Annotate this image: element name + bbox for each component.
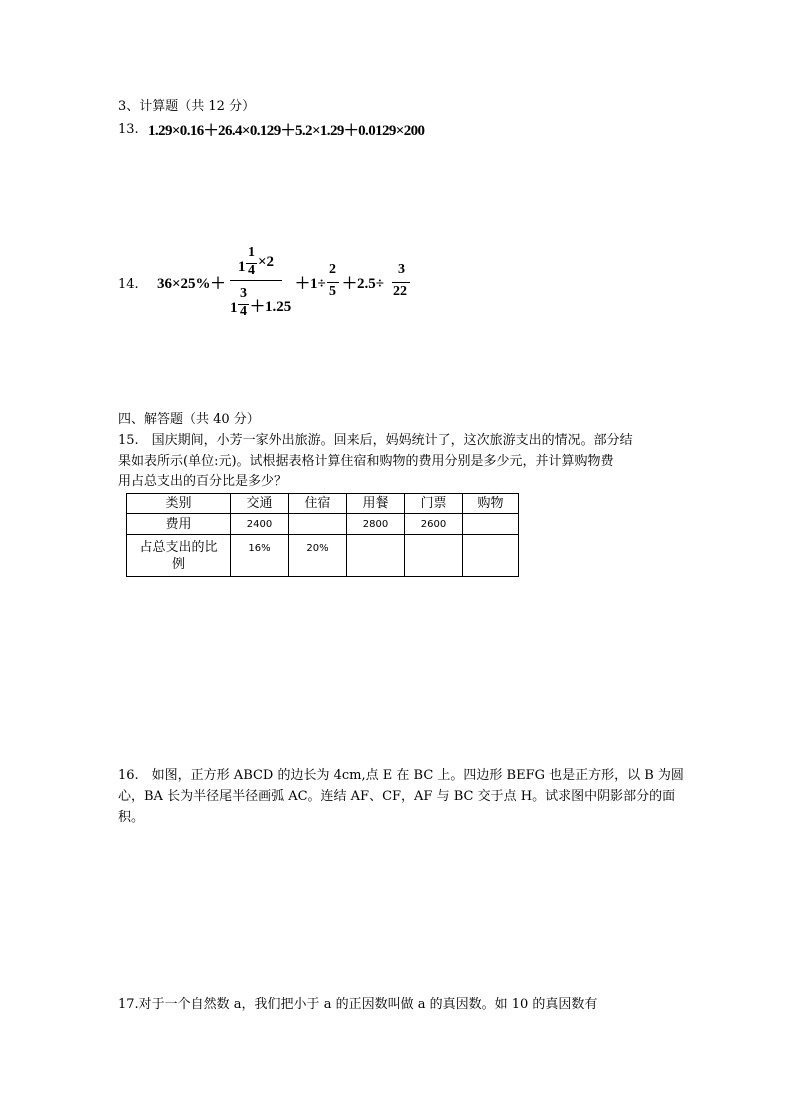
q14-lead: 36×25%＋ <box>157 276 226 292</box>
q14-main-fraction-bar <box>230 280 282 281</box>
table-header-cell: 交通 <box>231 494 289 514</box>
q14-mid: ＋1÷ <box>295 276 326 292</box>
q13-expression: 1.29×0.16＋26.4×0.129＋5.2×1.29＋0.0129×200 <box>148 123 425 139</box>
table-cell <box>405 535 463 577</box>
q14-complex-fraction <box>230 245 292 319</box>
table-cell: 2400 <box>231 514 289 535</box>
q14-f3-bar <box>392 282 410 283</box>
q14-num-tail: ×2 <box>258 254 275 270</box>
q14-den-whole: 1 <box>230 300 238 316</box>
table-header-cell: 类别 <box>127 494 231 514</box>
table-header-cell: 门票 <box>405 494 463 514</box>
expense-table <box>126 493 519 577</box>
table-header-cell: 用餐 <box>347 494 405 514</box>
q14-num-frac-bottom: 4 <box>248 263 255 278</box>
q14-f3-top: 3 <box>398 262 405 277</box>
table-cell: 费用 <box>127 514 231 535</box>
q14-f2-bar <box>327 282 339 283</box>
q15-line-1: 15. 国庆期间，小芳一家外出旅游。回来后，妈妈统计了，这次旅游支出的情况。部分结 <box>118 433 633 448</box>
q14-den-frac-bottom: 4 <box>240 304 247 319</box>
q17-line-1: 17.对于一个自然数 a，我们把小于 a 的正因数叫做 a 的真因数。如 10 的真因数有 <box>118 997 598 1012</box>
section-3-title: 3、计算题（共 12 分） <box>118 99 256 114</box>
section-4-title: 四、解答题（共 40 分） <box>118 412 260 427</box>
table-cell: 20% <box>289 535 347 577</box>
table-row <box>127 514 519 535</box>
table-cell <box>463 514 519 535</box>
table-cell-line: 占总支出的比 <box>139 539 218 555</box>
table-cell <box>289 514 347 535</box>
q14-den-frac-top: 3 <box>240 286 247 301</box>
table-cell <box>347 535 405 577</box>
q16-line-1: 16. 如图，正方形 ABCD 的边长为 4cm,点 E 在 BC 上。四边形 BEFG 也是正方形，以 B 为圆 <box>118 768 684 783</box>
q15-line-3: 用占总支出的百分比是多少？ <box>118 474 288 489</box>
q16-line-2: 心，BA 长为半径尾半径画弧 AC。连结 AF、CF，AF 与 BC 交于点 H。试求图中阴影部分的面 <box>118 789 676 804</box>
table-header-row <box>127 494 519 514</box>
table-cell-line: 例 <box>171 556 185 572</box>
table-cell <box>463 535 519 577</box>
table-header-cell: 购物 <box>463 494 519 514</box>
q14-number: 14. <box>118 277 139 292</box>
table-cell: 16% <box>231 535 289 577</box>
q14-f3-bottom: 22 <box>393 284 407 299</box>
table-cell: 2800 <box>347 514 405 535</box>
table-cell <box>127 535 231 577</box>
table-header-cell: 住宿 <box>289 494 347 514</box>
table-row <box>127 535 519 577</box>
q14-num-frac-top: 1 <box>248 245 255 260</box>
q14-f2-bottom: 5 <box>329 284 336 299</box>
q15-line-2: 果如表所示(单位:元)。试根据表格计算住宿和购物的费用分别是多少元，并计算购物费 <box>118 454 614 469</box>
q14-f2-top: 2 <box>329 262 336 277</box>
q14-num-whole: 1 <box>238 259 246 275</box>
q16-line-3: 积。 <box>118 810 145 825</box>
q13-number: 13. <box>118 122 139 137</box>
q14-mid2: ＋2.5÷ <box>342 276 384 292</box>
table-cell: 2600 <box>405 514 463 535</box>
q14-den-tail: ＋1.25 <box>250 299 292 315</box>
